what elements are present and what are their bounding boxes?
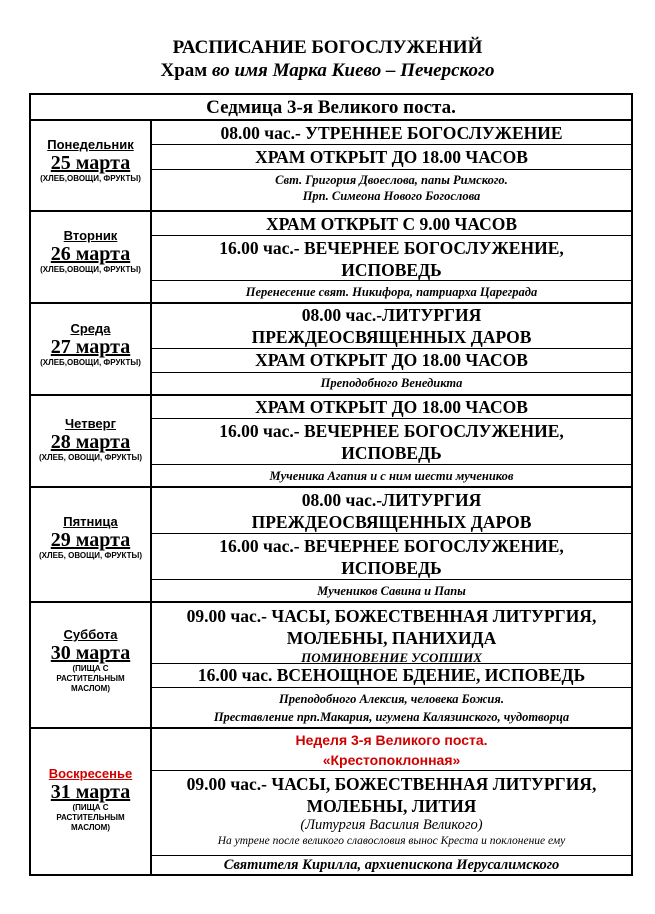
day-cell <box>31 121 152 210</box>
event-line: ХРАМ ОТКРЫТ ДО 18.00 ЧАСОВ <box>152 396 631 419</box>
event-line: 08.00 час.-ЛИТУРГИЯ <box>301 490 482 510</box>
event-line: ИСПОВЕДЬ <box>341 260 442 280</box>
event-line: 08.00 час.-ЛИТУРГИЯ <box>301 305 482 325</box>
event-line: МОЛЕБНЫ, ПАНИХИДА <box>286 628 497 648</box>
day-date: 25 марта <box>50 152 131 174</box>
event-block <box>152 419 631 465</box>
day-cell <box>31 488 152 601</box>
event-line: ИСПОВЕДЬ <box>341 443 442 463</box>
liturgy-note: (Литургия Василия Великого) <box>300 817 483 833</box>
event-line: 16.00 час. ВСЕНОЩНОЕ БДЕНИЕ, ИСПОВЕДЬ <box>152 664 631 688</box>
event-block <box>152 603 631 664</box>
day-food: (ПИЩА С РАСТИТЕЛЬНЫМ МАСЛОМ) <box>56 664 125 693</box>
feast-name: «Крестопоклонная» <box>322 752 461 768</box>
saint-note: Мученика Агапия и с ним шести мучеников <box>269 469 514 483</box>
saint-note: Перенесение свят. Никифора, патриарха Цареграда <box>245 285 538 299</box>
schedule-table <box>29 93 633 876</box>
day-name: Вторник <box>63 228 118 243</box>
day-row-sunday <box>31 729 631 876</box>
event-line: 08.00 час.- УТРЕННЕЕ БОГОСЛУЖЕНИЕ <box>152 121 631 145</box>
day-events <box>152 396 631 484</box>
day-food: (ХЛЕБ, ОВОЩИ, ФРУКТЫ) <box>38 453 142 462</box>
event-block <box>152 236 631 281</box>
event-line: ПРЕЖДЕОСВЯЩЕННЫХ ДАРОВ <box>251 512 532 532</box>
day-row-friday <box>31 488 631 603</box>
day-food: (ХЛЕБ,ОВОЩИ, ФРУКТЫ) <box>40 174 141 183</box>
feast-title: Неделя 3-я Великого поста. <box>295 732 488 748</box>
day-food: (ХЛЕБ,ОВОЩИ, ФРУКТЫ) <box>40 358 141 367</box>
event-line: 09.00 час.- ЧАСЫ, БОЖЕСТВЕННАЯ ЛИТУРГИЯ, <box>186 606 597 626</box>
day-name: Понедельник <box>47 137 134 152</box>
church-subtitle <box>0 60 655 82</box>
day-events <box>152 729 631 874</box>
saint-note: Преставление прп.Макария, игумена Калязинского, чудотворца <box>213 710 570 724</box>
saint-note: Святителя Кирилла, архиепископа Иерусалимского <box>223 857 560 873</box>
day-food: (ПИЩА С РАСТИТЕЛЬНЫМ МАСЛОМ) <box>56 803 125 832</box>
saint-note: Свт. Григория Двоеслова, папы Римского. <box>275 173 508 187</box>
event-line: ИСПОВЕДЬ <box>341 558 442 578</box>
day-date: 29 марта <box>50 529 131 551</box>
subtitle-part-c: Марка Киево – Печерского <box>272 60 495 81</box>
day-events <box>152 304 631 391</box>
day-cell <box>31 212 152 302</box>
saint-note: Преподобного Алексия, человека Божия. <box>279 692 504 706</box>
day-food: (ХЛЕБ, ОВОЩИ, ФРУКТЫ) <box>38 551 142 560</box>
feast-heading <box>152 729 631 771</box>
event-block <box>152 488 631 534</box>
event-block <box>152 534 631 580</box>
day-row-tuesday <box>31 212 631 304</box>
event-line: ПРЕЖДЕОСВЯЩЕННЫХ ДАРОВ <box>251 327 532 347</box>
subtitle-part-a: Храм <box>160 60 208 81</box>
week-title: Седмица 3-я Великого поста. <box>31 95 631 121</box>
saint-note: Преподобного Венедикта <box>320 376 463 390</box>
day-date: 31 марта <box>50 781 131 803</box>
day-name: Четверг <box>65 416 116 431</box>
day-events <box>152 603 631 725</box>
event-block <box>152 304 631 349</box>
day-events <box>152 212 631 300</box>
memorial-line: ПОМИНОВЕНИЕ УСОПШИХ <box>301 650 482 665</box>
day-row-wednesday <box>31 304 631 396</box>
day-row-saturday <box>31 603 631 729</box>
day-row-monday <box>31 121 631 212</box>
day-food: (ХЛЕБ,ОВОЩИ, ФРУКТЫ) <box>40 265 141 274</box>
event-line: ХРАМ ОТКРЫТ ДО 18.00 ЧАСОВ <box>152 349 631 373</box>
day-cell <box>31 396 152 486</box>
event-line: 16.00 час.- ВЕЧЕРНЕЕ БОГОСЛУЖЕНИЕ, <box>219 238 564 258</box>
day-name: Воскресенье <box>48 766 133 781</box>
day-date: 27 марта <box>50 336 131 358</box>
day-name: Пятница <box>63 514 118 529</box>
event-line: МОЛЕБНЫ, ЛИТИЯ <box>306 796 477 816</box>
day-cell <box>31 304 152 394</box>
day-cell <box>31 603 152 727</box>
subtitle-part-b: во имя <box>211 60 268 81</box>
day-row-thursday <box>31 396 631 488</box>
event-line: 09.00 час.- ЧАСЫ, БОЖЕСТВЕННАЯ ЛИТУРГИЯ, <box>186 774 597 794</box>
day-events <box>152 488 631 599</box>
day-date: 26 марта <box>50 243 131 265</box>
day-events <box>152 121 631 204</box>
day-name: Среда <box>70 321 111 336</box>
saint-note: Прп. Симеона Нового Богослова <box>302 189 481 203</box>
event-line: ХРАМ ОТКРЫТ ДО 18.00 ЧАСОВ <box>152 145 631 170</box>
event-line: ХРАМ ОТКРЫТ С 9.00 ЧАСОВ <box>152 212 631 236</box>
event-block <box>152 771 631 856</box>
page-title: РАСПИСАНИЕ БОГОСЛУЖЕНИЙ <box>172 37 483 58</box>
day-name: Суббота <box>63 627 118 642</box>
day-date: 30 марта <box>50 642 131 664</box>
event-line: 16.00 час.- ВЕЧЕРНЕЕ БОГОСЛУЖЕНИЕ, <box>219 421 564 441</box>
event-line: 16.00 час.- ВЕЧЕРНЕЕ БОГОСЛУЖЕНИЕ, <box>219 536 564 556</box>
day-cell <box>31 729 152 876</box>
day-date: 28 марта <box>50 431 131 453</box>
matins-note: На утрене после великого славословия вынос Креста и поклонение ему <box>217 835 566 847</box>
saint-note: Мучеников Савина и Папы <box>317 584 466 598</box>
